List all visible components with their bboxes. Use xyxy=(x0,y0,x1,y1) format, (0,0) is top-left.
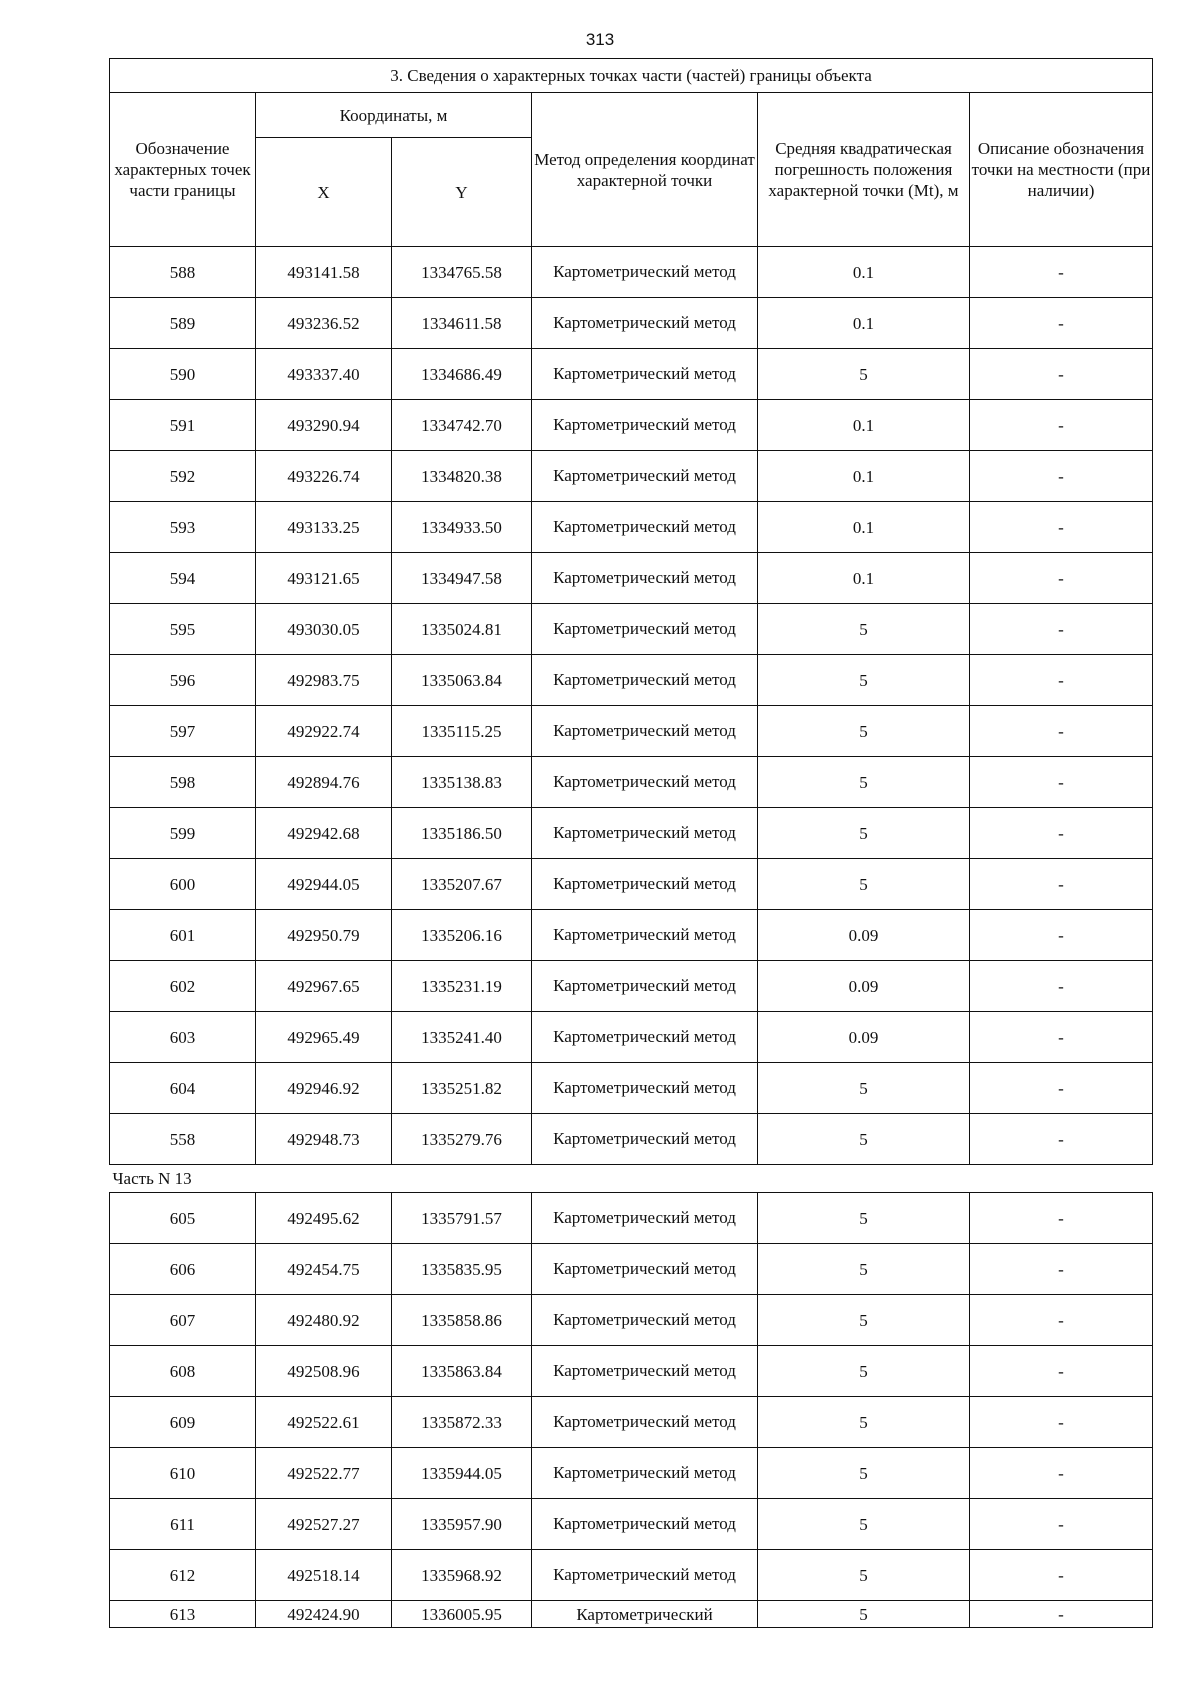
cell-method: Картометрический метод xyxy=(532,1346,758,1397)
cell-y: 1335944.05 xyxy=(392,1448,532,1499)
cell-description: - xyxy=(970,961,1153,1012)
cell-y: 1335024.81 xyxy=(392,604,532,655)
cell-description: - xyxy=(970,1499,1153,1550)
cell-y: 1336005.95 xyxy=(392,1601,532,1628)
cell-description: - xyxy=(970,1063,1153,1114)
cell-method: Картометрический метод xyxy=(532,247,758,298)
cell-x: 492948.73 xyxy=(256,1114,392,1165)
table-row xyxy=(110,349,1153,400)
cell-y: 1334820.38 xyxy=(392,451,532,502)
cell-y: 1335279.76 xyxy=(392,1114,532,1165)
cell-method: Картометрический метод xyxy=(532,910,758,961)
cell-x: 492950.79 xyxy=(256,910,392,961)
table-row xyxy=(110,1012,1153,1063)
cell-y: 1335872.33 xyxy=(392,1397,532,1448)
table-row xyxy=(110,553,1153,604)
cell-description: - xyxy=(970,1448,1153,1499)
cell-method: Картометрический метод xyxy=(532,706,758,757)
cell-x: 492983.75 xyxy=(256,655,392,706)
cell-method: Картометрический метод xyxy=(532,1012,758,1063)
cell-method: Картометрический метод xyxy=(532,298,758,349)
cell-x: 492424.90 xyxy=(256,1601,392,1628)
cell-description: - xyxy=(970,1397,1153,1448)
cell-error: 5 xyxy=(758,1295,970,1346)
cell-error: 0.09 xyxy=(758,961,970,1012)
header-designation: Обозначение характерных точек части границы xyxy=(110,93,256,247)
cell-error: 0.1 xyxy=(758,553,970,604)
cell-x: 493133.25 xyxy=(256,502,392,553)
cell-x: 492527.27 xyxy=(256,1499,392,1550)
table-row xyxy=(110,1244,1153,1295)
cell-point-id: 610 xyxy=(110,1448,256,1499)
cell-y: 1334611.58 xyxy=(392,298,532,349)
cell-description: - xyxy=(970,1244,1153,1295)
table-row xyxy=(110,1193,1153,1244)
cell-description: - xyxy=(970,502,1153,553)
table-row xyxy=(110,1448,1153,1499)
cell-method: Картометрический метод xyxy=(532,604,758,655)
cell-y: 1335791.57 xyxy=(392,1193,532,1244)
table-row xyxy=(110,706,1153,757)
table-row xyxy=(110,1063,1153,1114)
cell-error: 5 xyxy=(758,1601,970,1628)
cell-x: 492944.05 xyxy=(256,859,392,910)
header-error: Средняя квадратическая погрешность положения характерной точки (Mt), м xyxy=(758,93,970,247)
cell-description: - xyxy=(970,1114,1153,1165)
cell-y: 1335207.67 xyxy=(392,859,532,910)
cell-error: 5 xyxy=(758,808,970,859)
cell-error: 0.09 xyxy=(758,910,970,961)
cell-description: - xyxy=(970,349,1153,400)
cell-point-id: 596 xyxy=(110,655,256,706)
cell-description: - xyxy=(970,1012,1153,1063)
cell-x: 493226.74 xyxy=(256,451,392,502)
cell-x: 493236.52 xyxy=(256,298,392,349)
cell-point-id: 598 xyxy=(110,757,256,808)
page-number: 313 xyxy=(585,30,615,49)
cell-point-id: 594 xyxy=(110,553,256,604)
cell-error: 5 xyxy=(758,1114,970,1165)
cell-y: 1335231.19 xyxy=(392,961,532,1012)
cell-error: 0.1 xyxy=(758,298,970,349)
cell-method: Картометрический метод xyxy=(532,1114,758,1165)
cell-y: 1335206.16 xyxy=(392,910,532,961)
cell-error: 5 xyxy=(758,1448,970,1499)
cell-description: - xyxy=(970,706,1153,757)
cell-x: 492522.61 xyxy=(256,1397,392,1448)
cell-point-id: 590 xyxy=(110,349,256,400)
cell-method: Картометрический метод xyxy=(532,1499,758,1550)
cell-description: - xyxy=(970,655,1153,706)
cell-x: 492522.77 xyxy=(256,1448,392,1499)
table-row xyxy=(110,1346,1153,1397)
cell-y: 1335957.90 xyxy=(392,1499,532,1550)
cell-point-id: 558 xyxy=(110,1114,256,1165)
table-row xyxy=(110,655,1153,706)
cell-y: 1335968.92 xyxy=(392,1550,532,1601)
cell-method: Картометрический метод xyxy=(532,349,758,400)
cell-description: - xyxy=(970,757,1153,808)
cell-point-id: 608 xyxy=(110,1346,256,1397)
cell-x: 492894.76 xyxy=(256,757,392,808)
cell-y: 1335138.83 xyxy=(392,757,532,808)
cell-y: 1335863.84 xyxy=(392,1346,532,1397)
table-row xyxy=(110,808,1153,859)
cell-error: 5 xyxy=(758,706,970,757)
table-row xyxy=(110,604,1153,655)
table-row xyxy=(110,910,1153,961)
cell-x: 492518.14 xyxy=(256,1550,392,1601)
part-row xyxy=(110,1165,1153,1193)
cell-method: Картометрический метод xyxy=(532,553,758,604)
cell-point-id: 609 xyxy=(110,1397,256,1448)
cell-description: - xyxy=(970,1346,1153,1397)
cell-method: Картометрический метод xyxy=(532,400,758,451)
table-row xyxy=(110,961,1153,1012)
table-row xyxy=(110,247,1153,298)
cell-description: - xyxy=(970,553,1153,604)
cell-point-id: 612 xyxy=(110,1550,256,1601)
cell-y: 1335241.40 xyxy=(392,1012,532,1063)
cell-y: 1335835.95 xyxy=(392,1244,532,1295)
cell-point-id: 593 xyxy=(110,502,256,553)
cell-point-id: 606 xyxy=(110,1244,256,1295)
cell-y: 1334742.70 xyxy=(392,400,532,451)
cell-error: 5 xyxy=(758,1346,970,1397)
cell-method: Картометрический метод xyxy=(532,1550,758,1601)
cell-error: 0.1 xyxy=(758,247,970,298)
cell-error: 0.1 xyxy=(758,502,970,553)
cell-x: 492495.62 xyxy=(256,1193,392,1244)
table-body xyxy=(110,59,1153,1628)
cell-x: 492922.74 xyxy=(256,706,392,757)
header-x: X xyxy=(256,138,392,247)
cell-x: 493030.05 xyxy=(256,604,392,655)
cell-method: Картометрический метод xyxy=(532,502,758,553)
table-row xyxy=(110,1295,1153,1346)
table-row xyxy=(110,1114,1153,1165)
cell-x: 492480.92 xyxy=(256,1295,392,1346)
cell-method: Картометрический метод xyxy=(532,451,758,502)
cell-x: 493121.65 xyxy=(256,553,392,604)
cell-point-id: 605 xyxy=(110,1193,256,1244)
table-row xyxy=(110,1397,1153,1448)
cell-point-id: 597 xyxy=(110,706,256,757)
table-row xyxy=(110,859,1153,910)
cell-description: - xyxy=(970,808,1153,859)
cell-y: 1335186.50 xyxy=(392,808,532,859)
cell-description: - xyxy=(970,1550,1153,1601)
table-row xyxy=(110,502,1153,553)
table-row xyxy=(110,451,1153,502)
cell-error: 5 xyxy=(758,1244,970,1295)
table-row xyxy=(110,1550,1153,1601)
cell-point-id: 601 xyxy=(110,910,256,961)
cell-error: 5 xyxy=(758,859,970,910)
table-title-row xyxy=(110,59,1153,93)
cell-description: - xyxy=(970,1601,1153,1628)
cell-description: - xyxy=(970,1295,1153,1346)
cell-method: Картометрический метод xyxy=(532,1397,758,1448)
cell-error: 5 xyxy=(758,655,970,706)
cell-point-id: 591 xyxy=(110,400,256,451)
cell-description: - xyxy=(970,400,1153,451)
cell-x: 493141.58 xyxy=(256,247,392,298)
cell-point-id: 600 xyxy=(110,859,256,910)
cell-point-id: 613 xyxy=(110,1601,256,1628)
cell-method: Картометрический метод xyxy=(532,757,758,808)
cell-point-id: 592 xyxy=(110,451,256,502)
cell-y: 1334686.49 xyxy=(392,349,532,400)
cell-description: - xyxy=(970,859,1153,910)
cell-description: - xyxy=(970,604,1153,655)
cell-point-id: 599 xyxy=(110,808,256,859)
table-row xyxy=(110,1499,1153,1550)
cell-y: 1334947.58 xyxy=(392,553,532,604)
cell-error: 5 xyxy=(758,1193,970,1244)
cell-description: - xyxy=(970,451,1153,502)
cell-x: 493337.40 xyxy=(256,349,392,400)
cell-x: 492454.75 xyxy=(256,1244,392,1295)
cell-y: 1334933.50 xyxy=(392,502,532,553)
cell-method: Картометрический метод xyxy=(532,1295,758,1346)
cell-x: 492946.92 xyxy=(256,1063,392,1114)
cell-method: Картометрический xyxy=(532,1601,758,1628)
cell-description: - xyxy=(970,247,1153,298)
cell-description: - xyxy=(970,298,1153,349)
cell-y: 1335063.84 xyxy=(392,655,532,706)
cell-error: 5 xyxy=(758,1550,970,1601)
cell-x: 492942.68 xyxy=(256,808,392,859)
table-row xyxy=(110,757,1153,808)
cell-point-id: 604 xyxy=(110,1063,256,1114)
cell-point-id: 611 xyxy=(110,1499,256,1550)
cell-error: 0.1 xyxy=(758,400,970,451)
header-y: Y xyxy=(392,138,532,247)
table-row xyxy=(110,400,1153,451)
cell-error: 0.09 xyxy=(758,1012,970,1063)
cell-point-id: 602 xyxy=(110,961,256,1012)
cell-error: 5 xyxy=(758,349,970,400)
table-row xyxy=(110,298,1153,349)
cell-error: 5 xyxy=(758,1397,970,1448)
part-label: Часть N 13 xyxy=(110,1165,1153,1193)
cell-method: Картометрический метод xyxy=(532,808,758,859)
cell-x: 493290.94 xyxy=(256,400,392,451)
cell-y: 1335115.25 xyxy=(392,706,532,757)
cell-method: Картометрический метод xyxy=(532,655,758,706)
cell-method: Картометрический метод xyxy=(532,961,758,1012)
cell-point-id: 595 xyxy=(110,604,256,655)
cell-error: 5 xyxy=(758,757,970,808)
header-coordinates: Координаты, м xyxy=(256,93,532,138)
cell-error: 5 xyxy=(758,604,970,655)
table-title: 3. Сведения о характерных точках части (частей) границы объекта xyxy=(110,59,1153,93)
cell-method: Картометрический метод xyxy=(532,1193,758,1244)
cell-description: - xyxy=(970,910,1153,961)
cell-point-id: 607 xyxy=(110,1295,256,1346)
cell-y: 1335251.82 xyxy=(392,1063,532,1114)
header-row-1 xyxy=(110,93,1153,138)
cell-error: 5 xyxy=(758,1499,970,1550)
cell-method: Картометрический метод xyxy=(532,859,758,910)
cell-description: - xyxy=(970,1193,1153,1244)
cell-point-id: 588 xyxy=(110,247,256,298)
cell-error: 5 xyxy=(758,1063,970,1114)
cell-point-id: 589 xyxy=(110,298,256,349)
header-description: Описание обозначения точки на местности (при наличии) xyxy=(970,93,1153,247)
cell-y: 1334765.58 xyxy=(392,247,532,298)
cell-method: Картометрический метод xyxy=(532,1244,758,1295)
table-row xyxy=(110,1601,1153,1628)
boundary-points-table xyxy=(109,58,1153,1628)
cell-x: 492965.49 xyxy=(256,1012,392,1063)
header-method: Метод определения координат характерной точки xyxy=(532,93,758,247)
cell-x: 492508.96 xyxy=(256,1346,392,1397)
cell-method: Картометрический метод xyxy=(532,1063,758,1114)
cell-point-id: 603 xyxy=(110,1012,256,1063)
cell-x: 492967.65 xyxy=(256,961,392,1012)
cell-error: 0.1 xyxy=(758,451,970,502)
cell-method: Картометрический метод xyxy=(532,1448,758,1499)
cell-y: 1335858.86 xyxy=(392,1295,532,1346)
